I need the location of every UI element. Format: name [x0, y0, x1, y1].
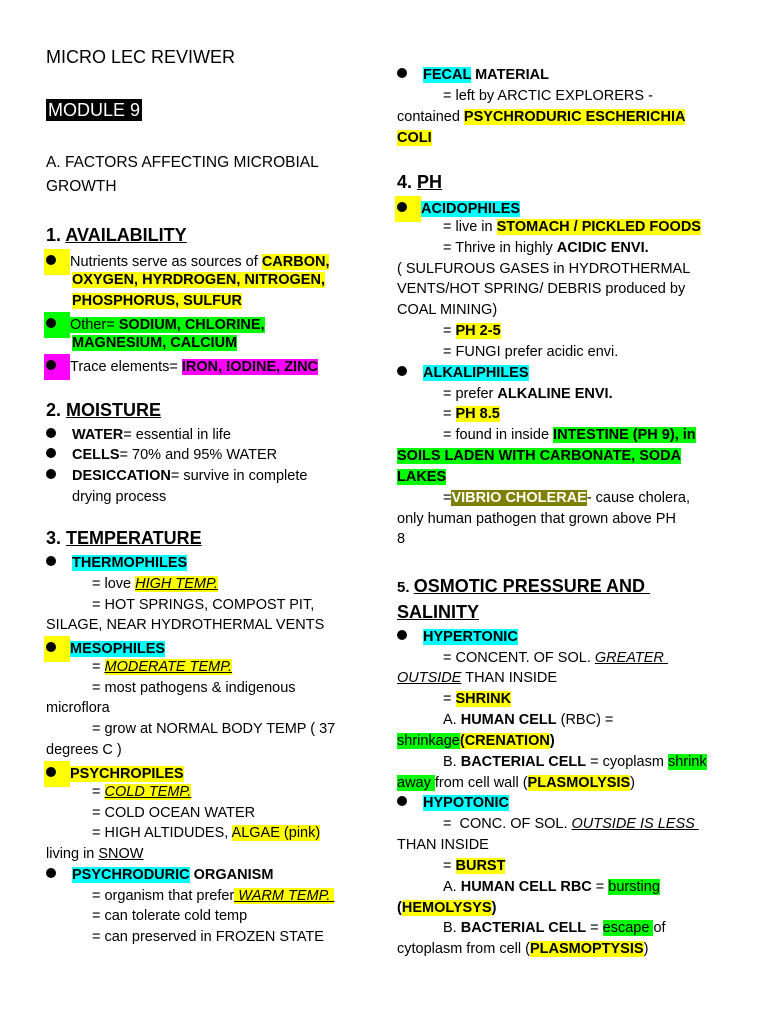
text-line: (HEMOLYSYS) — [397, 900, 497, 916]
text-line: = live in STOMACH / PICKLED FOODS — [443, 219, 701, 235]
text-line: = CONCENT. OF SOL. GREATER — [443, 650, 668, 666]
bullet-icon — [46, 469, 56, 479]
text-line: shrinkage(CRENATION) — [397, 733, 555, 749]
list-item: HYPOTONIC — [397, 793, 509, 813]
text-line: VENTS/HOT SPRING/ DEBRIS produced by — [397, 281, 686, 297]
text-line: ( SULFUROUS GASES in HYDROTHERMAL — [397, 261, 691, 277]
text-line: SILAGE, NEAR HYDROTHERMAL VENTS — [46, 617, 325, 633]
bullet-icon — [46, 255, 56, 265]
text-line: = FUNGI prefer acidic envi. — [443, 344, 619, 360]
bullet-icon — [397, 202, 407, 212]
text-line: = BURST — [443, 858, 506, 874]
section-a-line1: A. FACTORS AFFECTING MICROBIAL — [46, 154, 319, 171]
heading-osmotic: 5. OSMOTIC PRESSURE AND — [397, 576, 651, 596]
bullet-icon — [46, 868, 56, 878]
text-line: = can tolerate cold temp — [92, 908, 248, 924]
text-line: LAKES — [397, 469, 447, 485]
list-item: THERMOPHILES — [46, 553, 187, 573]
list-item: CELLS= 70% and 95% WATER — [46, 445, 277, 465]
document-title: MICRO LEC REVIWER — [46, 47, 236, 67]
text-line: A. HUMAN CELL (RBC) = — [443, 712, 614, 728]
heading-moisture: 2. MOISTURE — [46, 400, 162, 420]
module-label: MODULE 9 — [48, 100, 141, 120]
heading-temperature: 3. TEMPERATURE — [46, 528, 202, 548]
section-a-line2: GROWTH — [46, 178, 117, 195]
text-line: 8 — [397, 531, 406, 547]
list-item: ALKALIPHILES — [397, 363, 529, 383]
text-line: living in SNOW — [46, 846, 144, 862]
text-line: A. HUMAN CELL RBC = bursting — [443, 879, 660, 895]
list-item: Other= SODIUM, CHLORINE, — [46, 312, 265, 338]
text-line: = SHRINK — [443, 691, 512, 707]
list-item: PSYCHROPILES — [46, 761, 184, 787]
list-item-cont: drying process — [72, 489, 167, 505]
text-line: microflora — [46, 700, 110, 716]
list-item: PSYCHRODURIC ORGANISM — [46, 865, 273, 885]
list-item-cont: MAGNESIUM, CALCIUM — [72, 335, 238, 351]
bullet-icon — [397, 630, 407, 640]
text-line: = grow at NORMAL BODY TEMP ( 37 — [92, 721, 336, 737]
bullet-icon — [397, 796, 407, 806]
text-line: only human pathogen that grown above PH — [397, 511, 676, 527]
heading-ph: 4. PH — [397, 172, 443, 192]
bullet-icon — [397, 68, 407, 78]
heading-availability: 1. AVAILABILITY — [46, 225, 187, 245]
text-line: = found in inside INTESTINE (PH 9), in — [443, 427, 696, 443]
text-line: = organism that prefer WARM TEMP. — [92, 888, 335, 904]
text-line: contained PSYCHRODURIC ESCHERICHIA — [397, 109, 686, 125]
text-line: = prefer ALKALINE ENVI. — [443, 386, 613, 402]
bullet-icon — [46, 448, 56, 458]
list-item: ACIDOPHILES — [397, 196, 520, 222]
text-line: = CONC. OF SOL. OUTSIDE IS LESS — [443, 816, 699, 832]
text-line: away from cell wall (PLASMOLYSIS) — [397, 775, 635, 791]
text-line: B. BACTERIAL CELL = escape of — [443, 920, 666, 936]
text-line: = HOT SPRINGS, COMPOST PIT, — [92, 597, 315, 613]
text-line: = love HIGH TEMP. — [92, 576, 218, 592]
list-item-cont: PHOSPHORUS, SULFUR — [72, 293, 242, 309]
text-line: = HIGH ALTIDUDES, ALGAE (pink) — [92, 825, 321, 841]
text-line: = left by ARCTIC EXPLORERS - — [443, 88, 653, 104]
list-item: HYPERTONIC — [397, 627, 518, 647]
text-line: = Thrive in highly ACIDIC ENVI. — [443, 240, 649, 256]
list-item-cont: OXYGEN, HYRDROGEN, NITROGEN, — [72, 272, 325, 288]
list-item: Trace elements= IRON, IODINE, ZINC — [46, 354, 318, 380]
bullet-icon — [46, 642, 56, 652]
list-item: FECAL MATERIAL — [397, 65, 549, 85]
text-line: = most pathogens & indigenous — [92, 680, 296, 696]
text-line: B. BACTERIAL CELL = cyoplasm shrink — [443, 754, 707, 770]
text-line: cytoplasm from cell (PLASMOPTYSIS) — [397, 941, 649, 957]
text-line: THAN INSIDE — [397, 837, 489, 853]
bullet-icon — [46, 428, 56, 438]
bullet-icon — [46, 360, 56, 370]
text-line: degrees C ) — [46, 742, 122, 758]
text-line: = PH 2-5 — [443, 323, 501, 339]
list-item: MESOPHILES — [46, 636, 165, 662]
text-line: = COLD OCEAN WATER — [92, 805, 256, 821]
text-line: COLI — [397, 130, 432, 146]
text-line: =VIBRIO CHOLERAE- cause cholera, — [443, 490, 690, 506]
list-item: DESICCATION= survive in complete — [46, 466, 307, 486]
bullet-icon — [46, 556, 56, 566]
list-item: Nutrients serve as sources of CARBON, — [46, 249, 329, 275]
bullet-icon — [46, 767, 56, 777]
text-line: = MODERATE TEMP. — [92, 659, 233, 675]
text-line: = can preserved in FROZEN STATE — [92, 929, 324, 945]
bullet-icon — [397, 366, 407, 376]
text-line: COAL MINING) — [397, 302, 498, 318]
heading-osmotic-cont: SALINITY — [397, 602, 480, 622]
text-line: SOILS LADEN WITH CARBONATE, SODA — [397, 448, 682, 464]
text-line: OUTSIDE THAN INSIDE — [397, 670, 558, 686]
bullet-icon — [46, 318, 56, 328]
list-item: WATER= essential in life — [46, 425, 231, 445]
text-line: = COLD TEMP. — [92, 784, 192, 800]
text-line: = PH 8.5 — [443, 406, 500, 422]
